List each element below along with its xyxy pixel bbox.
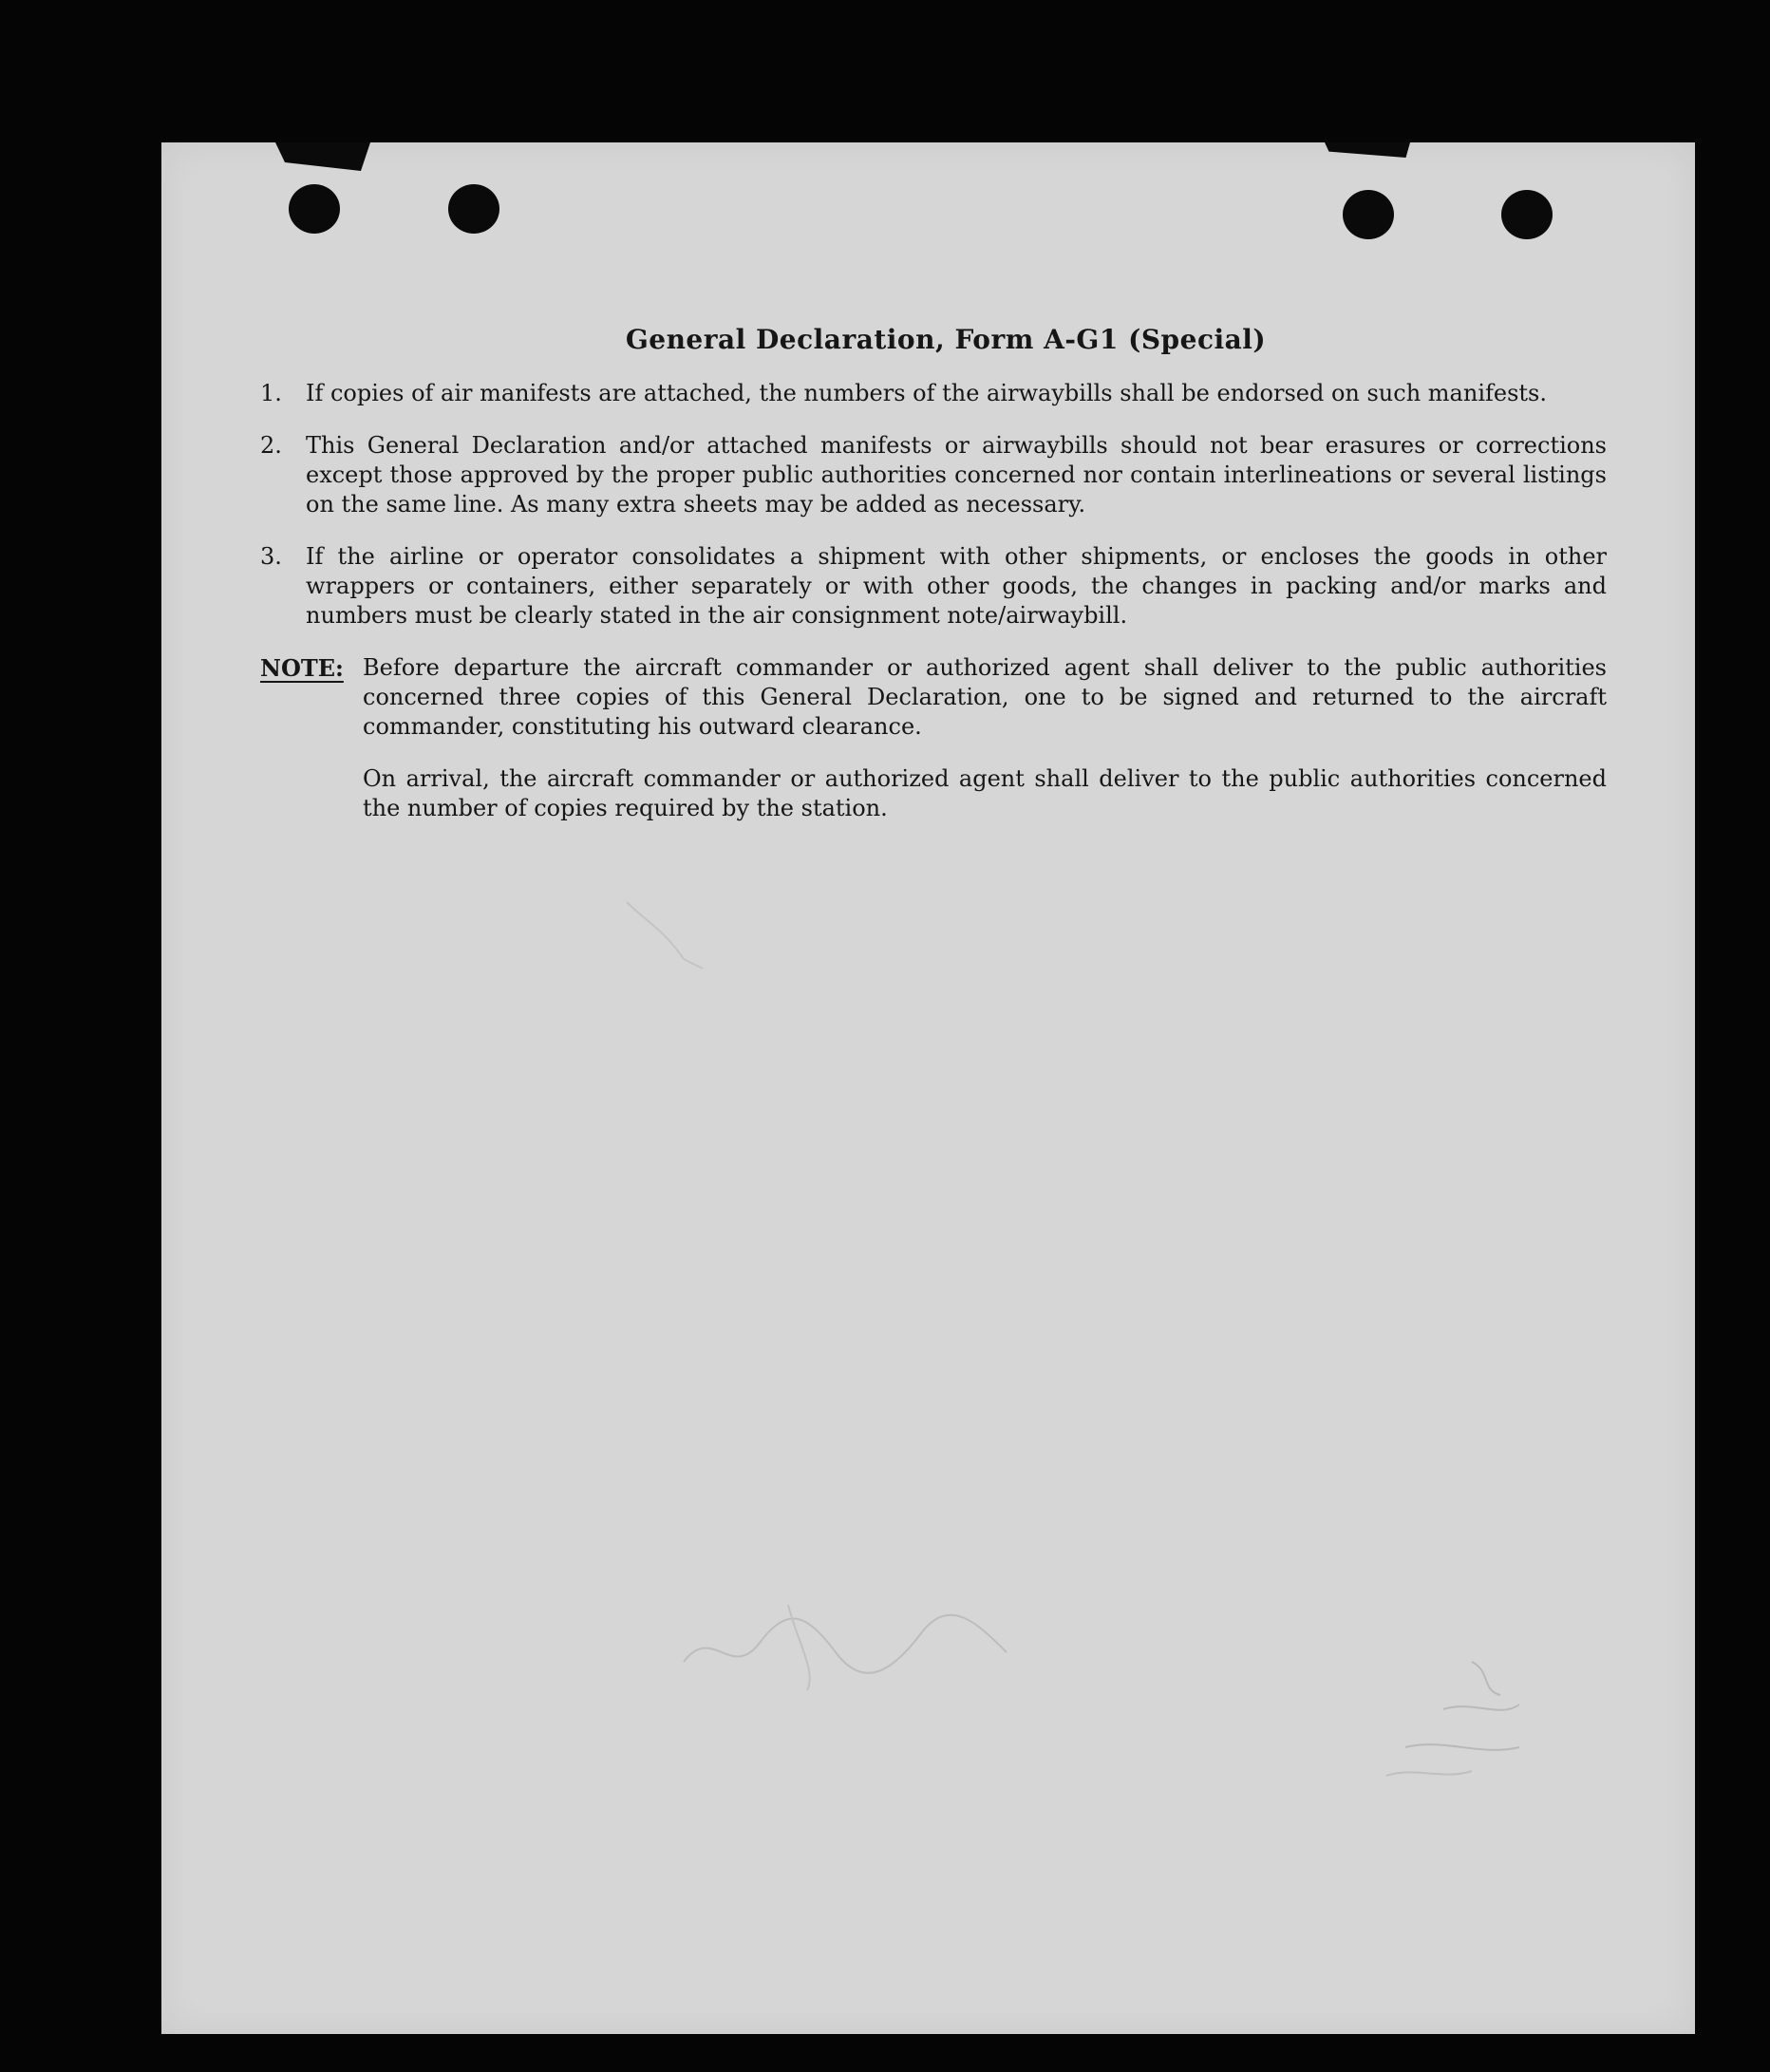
- punch-hole-4: [1501, 190, 1553, 239]
- paper-tear-left: [275, 142, 370, 171]
- bleed-through-scribble-left: [674, 1586, 1016, 1700]
- punch-hole-2: [448, 184, 499, 234]
- paper-tear-right: [1325, 142, 1410, 158]
- instruction-item-1: [256, 379, 1607, 408]
- item-number: 3.: [260, 543, 282, 570]
- note-block: [256, 653, 1607, 846]
- form-title: General Declaration, Form A-G1 (Special): [625, 324, 1267, 355]
- bleed-through-scribble-top: [617, 893, 731, 978]
- item-text: If the airline or operator consolidates a shipment with other shipments, or encloses the goods in other wrappers or containers, either separately or with other goods, the changes in packing and/or marks and numbers must be clearly stated in the air consignment note/airwaybill.: [306, 543, 1607, 629]
- instruction-item-2: [256, 431, 1607, 519]
- note-body: [363, 653, 1607, 846]
- item-text: If copies of air manifests are attached, the numbers of the airwaybills shall be endorsed on such manifests.: [306, 380, 1547, 406]
- punch-hole-1: [289, 184, 340, 234]
- item-number: 1.: [260, 380, 282, 406]
- document-content: [256, 325, 1607, 846]
- punch-hole-3: [1343, 190, 1394, 239]
- note-paragraph: On arrival, the aircraft commander or authorized agent shall deliver to the public authorities concerned the number of copies required by the station.: [363, 765, 1607, 821]
- bleed-through-scribble-right: [1329, 1652, 1548, 1795]
- note-label: NOTE:: [260, 654, 344, 682]
- note-paragraph: Before departure the aircraft commander or authorized agent shall deliver to the public authorities concerned three copies of this General Declaration, one to be signed and returned to the aircraft commander, constituting his outward clearance.: [363, 654, 1607, 740]
- item-text: This General Declaration and/or attached manifests or airwaybills should not bear erasures or corrections except those approved by the proper public authorities concerned nor contain interlineations or several listings on the same line. As many extra sheets may be added as necessary.: [306, 432, 1607, 518]
- item-number: 2.: [260, 432, 282, 459]
- paper-sheet: [161, 142, 1695, 2034]
- instruction-item-3: [256, 542, 1607, 631]
